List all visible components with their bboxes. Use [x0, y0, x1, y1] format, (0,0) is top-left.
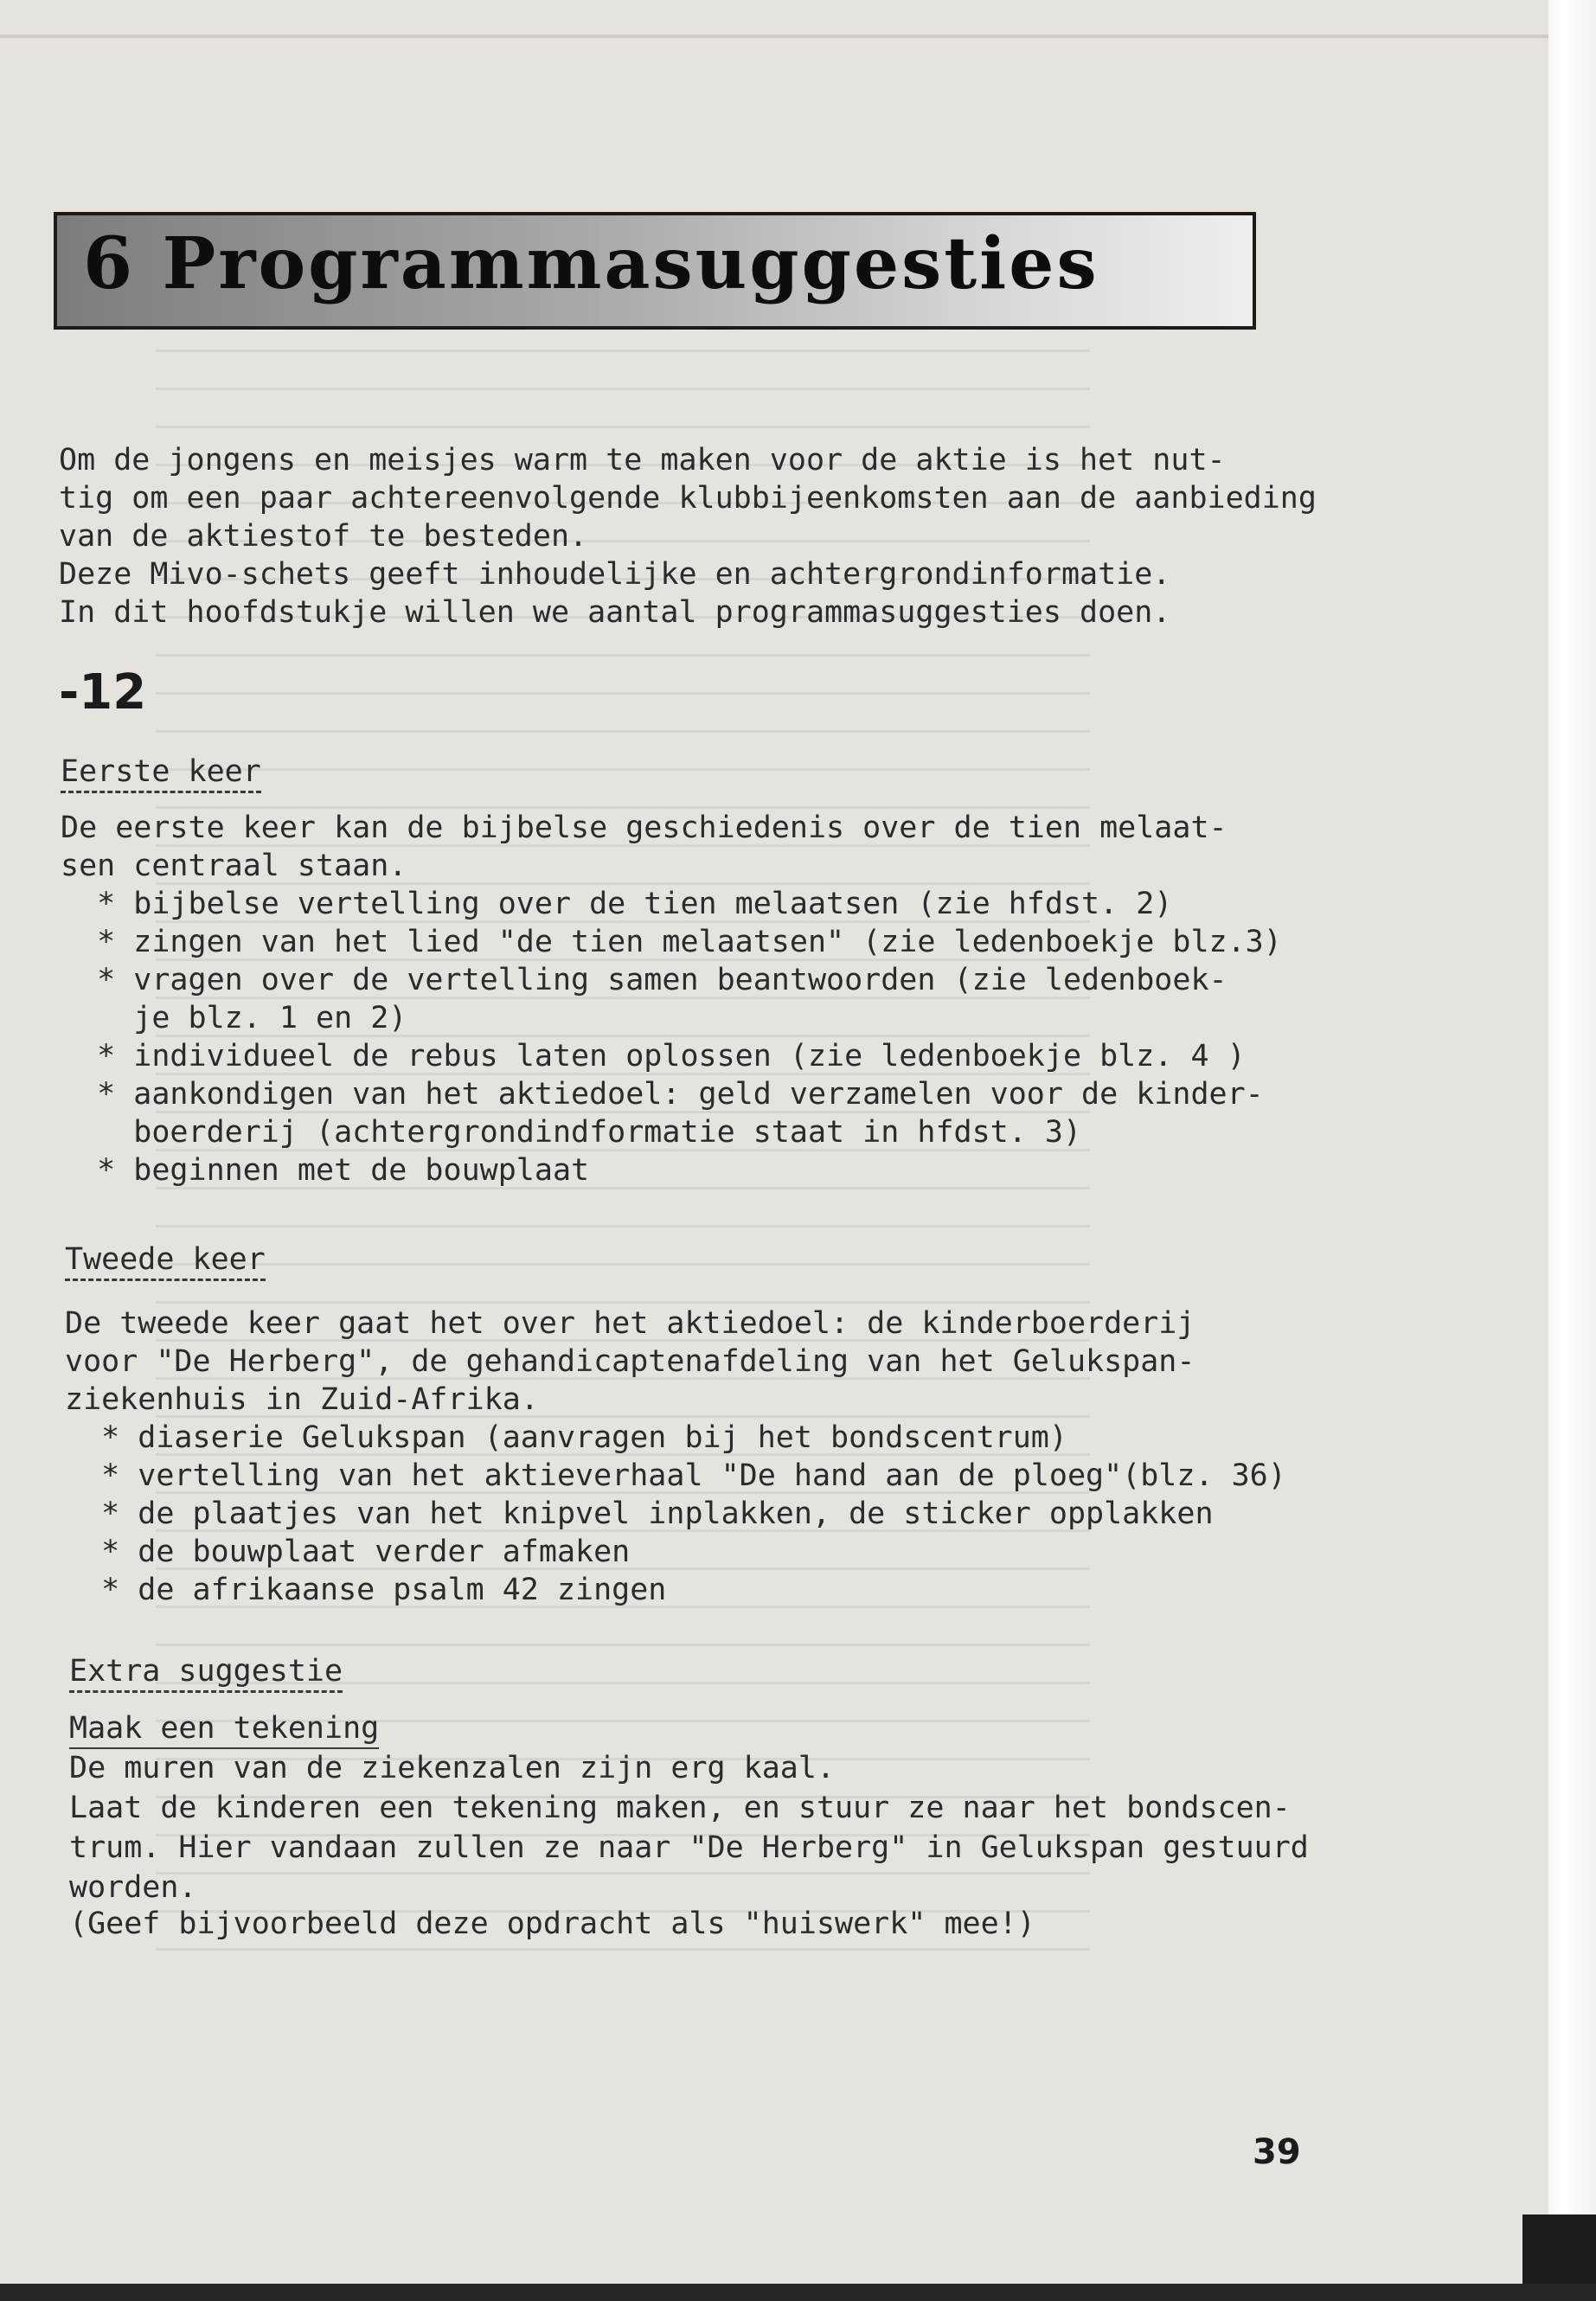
chapter-title: 6 Programmasuggesties	[83, 222, 1099, 305]
section2-bullet: * de afrikaanse psalm 42 zingen	[65, 1573, 667, 1607]
page-edge	[1548, 0, 1596, 2301]
section1-bullet-cont: je blz. 1 en 2)	[61, 1001, 407, 1035]
chapter-title-banner	[54, 212, 1256, 330]
section2-line: ziekenhuis in Zuid-Afrika.	[65, 1382, 539, 1417]
section3-line: worden.	[69, 1870, 197, 1905]
section2-bullet: * de plaatjes van het knipvel inplakken, de sticker opplakken	[65, 1497, 1214, 1531]
section1-bullet: * zingen van het lied "de tien melaatsen" (zie ledenboekje blz.3)	[61, 925, 1282, 959]
section2-bullet: * vertelling van het aktieverhaal "De hand aan de ploeg"(blz. 36)	[65, 1458, 1286, 1493]
section1-bullet: * bijbelse vertelling over de tien melaatsen (zie hfdst. 2)	[61, 887, 1173, 921]
section3-line: Laat de kinderen een tekening maken, en stuur ze naar het bondscen-	[69, 1791, 1291, 1825]
subheading-maak-een-tekening: Maak een tekening	[69, 1709, 379, 1749]
page-number: 39	[1253, 2132, 1301, 2172]
section1-line: sen centraal staan.	[61, 849, 407, 883]
scan-corner-shadow	[1522, 2214, 1596, 2284]
section2-line: De tweede keer gaat het over het aktiedoel: de kinderboerderij	[65, 1306, 1195, 1341]
intro-line: van de aktiestof te besteden.	[59, 519, 588, 554]
section1-bullet-cont: boerderij (achtergrondindformatie staat in hfdst. 3)	[61, 1115, 1082, 1150]
section1-line: De eerste keer kan de bijbelse geschiedenis over de tien melaat-	[61, 811, 1227, 845]
intro-line: Om de jongens en meisjes warm te maken voor de aktie is het nut-	[59, 443, 1226, 478]
section1-bullet: * individueel de rebus laten oplossen (zie ledenboekje blz. 4 )	[61, 1039, 1246, 1074]
section1-bullet: * beginnen met de bouwplaat	[61, 1153, 590, 1188]
section-heading-eerste-keer: Eerste keer	[61, 753, 261, 793]
section-heading-extra-suggestie: Extra suggestie	[69, 1652, 343, 1693]
intro-line: Deze Mivo-schets geeft inhoudelijke en achtergrondinformatie.	[59, 557, 1171, 592]
section3-line: (Geef bijvoorbeeld deze opdracht als "huiswerk" mee!)	[69, 1907, 1035, 1941]
intro-line: In dit hoofdstukje willen we aantal programmasuggesties doen.	[59, 595, 1171, 630]
section2-bullet: * diaserie Gelukspan (aanvragen bij het bondscentrum)	[65, 1420, 1067, 1455]
side-page-number: -12	[59, 664, 147, 721]
intro-line: tig om een paar achtereenvolgende klubbijeenkomsten aan de aanbieding	[59, 481, 1317, 516]
section1-bullet: * vragen over de vertelling samen beantwoorden (zie ledenboek-	[61, 963, 1227, 997]
scan-bottom-edge	[0, 2284, 1596, 2301]
section3-line: trum. Hier vandaan zullen ze naar "De Herberg" in Gelukspan gestuurd	[69, 1830, 1309, 1865]
scan-edge-line	[0, 35, 1548, 38]
section2-line: voor "De Herberg", de gehandicaptenafdeling van het Gelukspan-	[65, 1344, 1195, 1379]
section2-bullet: * de bouwplaat verder afmaken	[65, 1535, 631, 1569]
section3-line: De muren van de ziekenzalen zijn erg kaal.	[69, 1751, 836, 1785]
section-heading-tweede-keer: Tweede keer	[65, 1240, 266, 1281]
section1-bullet: * aankondigen van het aktiedoel: geld verzamelen voor de kinder-	[61, 1077, 1264, 1112]
